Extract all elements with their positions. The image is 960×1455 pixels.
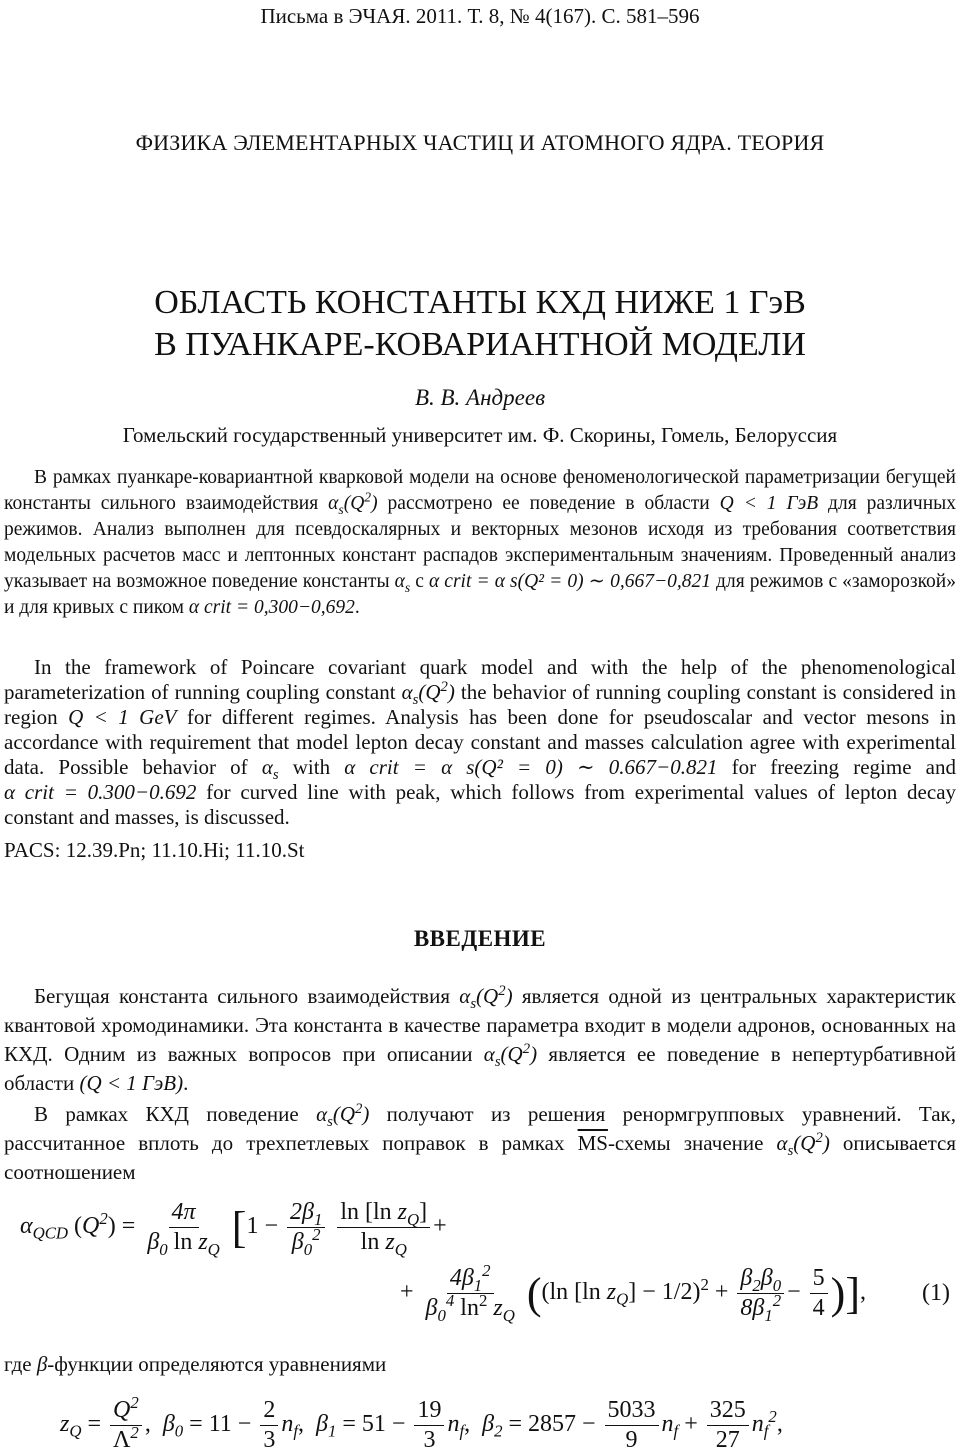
author: В. В. Андреев: [414, 385, 546, 410]
alpha-s-q2: $\alpha_s(Q^2)$: [776, 1130, 830, 1160]
alpha-s-q2: $\alpha_s(Q^2)$: [316, 1101, 370, 1131]
intro-text: является ее поведение в непертурбативной области: [4, 1042, 956, 1095]
abstract-en-text: In the framework of Poincare covariant quark model and with the help of the phenomenological parameterization of running coupling constant: [4, 655, 956, 704]
intro-text: является одной из центральных характеристик квантовой хромодинамики. Эта константа в качестве параметра входит в модели адронов, основанных на КХД. Одним из важных вопросов при описании: [4, 984, 956, 1066]
equation-1-line-1: $\alpha_{QCD}$ $(Q^2)$ = $\frac{4\pi}{\beta_0 \ln z_Q}$ [1 − $\frac{2\beta_1}{\beta_0^2}$ $\frac{\ln [\ln z_Q]}{\ln z_Q}$ +: [20, 1199, 447, 1259]
alpha-s-q2: $\alpha_s(Q^2)$: [483, 1041, 538, 1071]
fraction: $\frac{\ln [\ln z_Q]}{\ln z_Q}$: [337, 1198, 430, 1257]
abstract-russian: [4, 465, 956, 621]
where-text: где: [4, 1352, 37, 1376]
abstract-ru-text: для различных режимов. Анализ выполнен для псевдоскалярных и векторных мезонов исходя из требования соответствия модельных расчетов масс и лептонных констант распадов экспериментальным значениям. Проведенный анализ указывает на возможное поведение константы: [4, 493, 956, 592]
abstract-en-text: with: [278, 755, 345, 779]
fraction: $\frac{4\pi}{\beta_0 \ln z_Q}$: [147, 1199, 220, 1259]
intro-text: Бегущая константа сильного взаимодействия: [34, 984, 460, 1008]
equation-2: $z_Q$ = $\frac{Q^2}{\Lambda^2}$ , $\beta_0 = 11$ − $\frac{2}{3}$ $n_f$, $\beta_1 = 51$ − $\frac{19}{3}$ $n_f$, $\beta_2 = 2857$ − $\frac{5033}{9}$ $n_f$ + $\frac{325}{27}$ $n_f^2$,: [60, 1393, 783, 1453]
article-title: [0, 282, 960, 366]
q-range: Q < 1 GeV: [68, 705, 177, 729]
intro-text: описывается соотношением: [4, 1131, 956, 1184]
affiliation: Гомельский государственный университет им. Ф. Скорины, Гомель, Белоруссия: [122, 423, 838, 447]
abstract-ru-text: для режимов с «заморозкой» и для кривых с пиком: [4, 571, 956, 618]
section-heading-introduction: ВВЕДЕНИЕ: [413, 926, 547, 951]
fraction: $\frac{Q^2}{\Lambda^2}$: [110, 1396, 142, 1455]
equation-1-line-2: + $\frac{4\beta_1^2}{\beta_0^4 \ln^2 z_Q}$ ((ln [ln $z_Q] - 1/2)^2$ + $\frac{\beta_2\beta_0}{8\beta_1^2}$ − $\frac{5}{4}$ )],: [400, 1261, 866, 1325]
alpha-crit-freeze: α crit = α s(Q² = 0) ∼ 0,667−0,821: [429, 571, 711, 592]
intro-text: -схемы значение: [607, 1131, 777, 1155]
intro-text: получают из решения ренормгрупповых уравнений. Так, рассчитанное вплоть до трехпетлевых поправок в рамках: [4, 1102, 956, 1155]
ms-scheme: $\overline{MS}$: [577, 1131, 608, 1155]
fraction: $\frac{2}{3}$: [260, 1396, 278, 1455]
alpha-crit-peak: α crit = 0,300−0,692: [188, 597, 355, 618]
abstract-ru-text: с: [410, 571, 429, 592]
abstract-en-text: for curved line with peak, which follows from experimental values of lepton decay constant and masses, is discussed.: [4, 780, 957, 829]
alpha-s: $\alpha_s$: [394, 571, 411, 595]
q-range: (Q < 1 ГэВ): [79, 1071, 184, 1095]
intro-paragraph-2: [4, 1100, 956, 1187]
fraction: $\frac{19}{3}$: [414, 1396, 444, 1455]
beta-symbol: β: [36, 1352, 48, 1376]
abstract-en-text: the behavior of running coupling constant is considered in region: [4, 680, 956, 729]
where-text: -функции определяются уравнениями: [47, 1352, 387, 1376]
alpha-crit-freeze: α crit = α s(Q² = 0) ∼ 0.667−0.821: [344, 755, 718, 779]
fraction: $\frac{\beta_2\beta_0}{8\beta_1^2}$: [737, 1264, 784, 1323]
equation-1: [20, 1198, 950, 1338]
abstract-en-text: for different regimes. Analysis has been done for pseudoscalar and vector mesons in accordance with requirement that model lepton decay constant and masses calculation agree with experimental data. Possible behavior of: [4, 705, 956, 779]
intro-text: В рамках КХД поведение: [34, 1102, 317, 1126]
fraction: $\frac{5033}{9}$: [605, 1396, 659, 1455]
pacs-codes: PACS: 12.39.Pn; 11.10.Hi; 11.10.St: [4, 838, 305, 862]
abstract-ru-text: В рамках пуанкаре-ковариантной кварковой модели на основе феноменологической параметризации бегущей константы сильного взаимодействия: [4, 467, 956, 514]
alpha-s-q2: $\alpha_s(Q^2)$: [328, 489, 378, 517]
alpha-crit-peak: α crit = 0.300−0.692: [4, 780, 197, 804]
fraction: $\frac{5}{4}$: [810, 1264, 828, 1323]
q-range: Q < 1 ГэВ: [719, 493, 819, 514]
equation-number: (1): [922, 1280, 950, 1306]
intro-paragraph-1: [4, 982, 956, 1098]
abstract-english: [4, 655, 956, 830]
abstract-en-text: for freezing regime and: [717, 755, 956, 779]
where-line: [4, 1352, 386, 1377]
fraction: $\frac{325}{27}$: [707, 1396, 749, 1455]
title-line-1: ОБЛАСТЬ КОНСТАНТЫ КХД НИЖЕ 1 ГэВ: [154, 284, 806, 321]
alpha-s: $\alpha_s$: [261, 755, 279, 784]
fraction: $\frac{4\beta_1^2}{\beta_0^4 \ln^2 z_Q}$: [425, 1261, 515, 1325]
journal-header: Письма в ЭЧАЯ. 2011. Т. 8, № 4(167). С. 581–596: [260, 4, 700, 28]
fraction: $\frac{2\beta_1}{\beta_0^2}$: [287, 1198, 325, 1257]
section-header: ФИЗИКА ЭЛЕМЕНТАРНЫХ ЧАСТИЦ И АТОМНОГО ЯДРА. ТЕОРИЯ: [135, 130, 825, 155]
abstract-ru-text: .: [354, 597, 360, 618]
alpha-s-q2: $\alpha_s(Q^2)$: [459, 983, 513, 1013]
intro-text: .: [183, 1071, 189, 1095]
alpha-s-q2: $\alpha_s(Q^2)$: [401, 679, 455, 709]
title-line-2: В ПУАНКАРЕ-КОВАРИАНТНОЙ МОДЕЛИ: [154, 326, 806, 363]
abstract-ru-text: рассмотрено ее поведение в области: [377, 493, 720, 514]
